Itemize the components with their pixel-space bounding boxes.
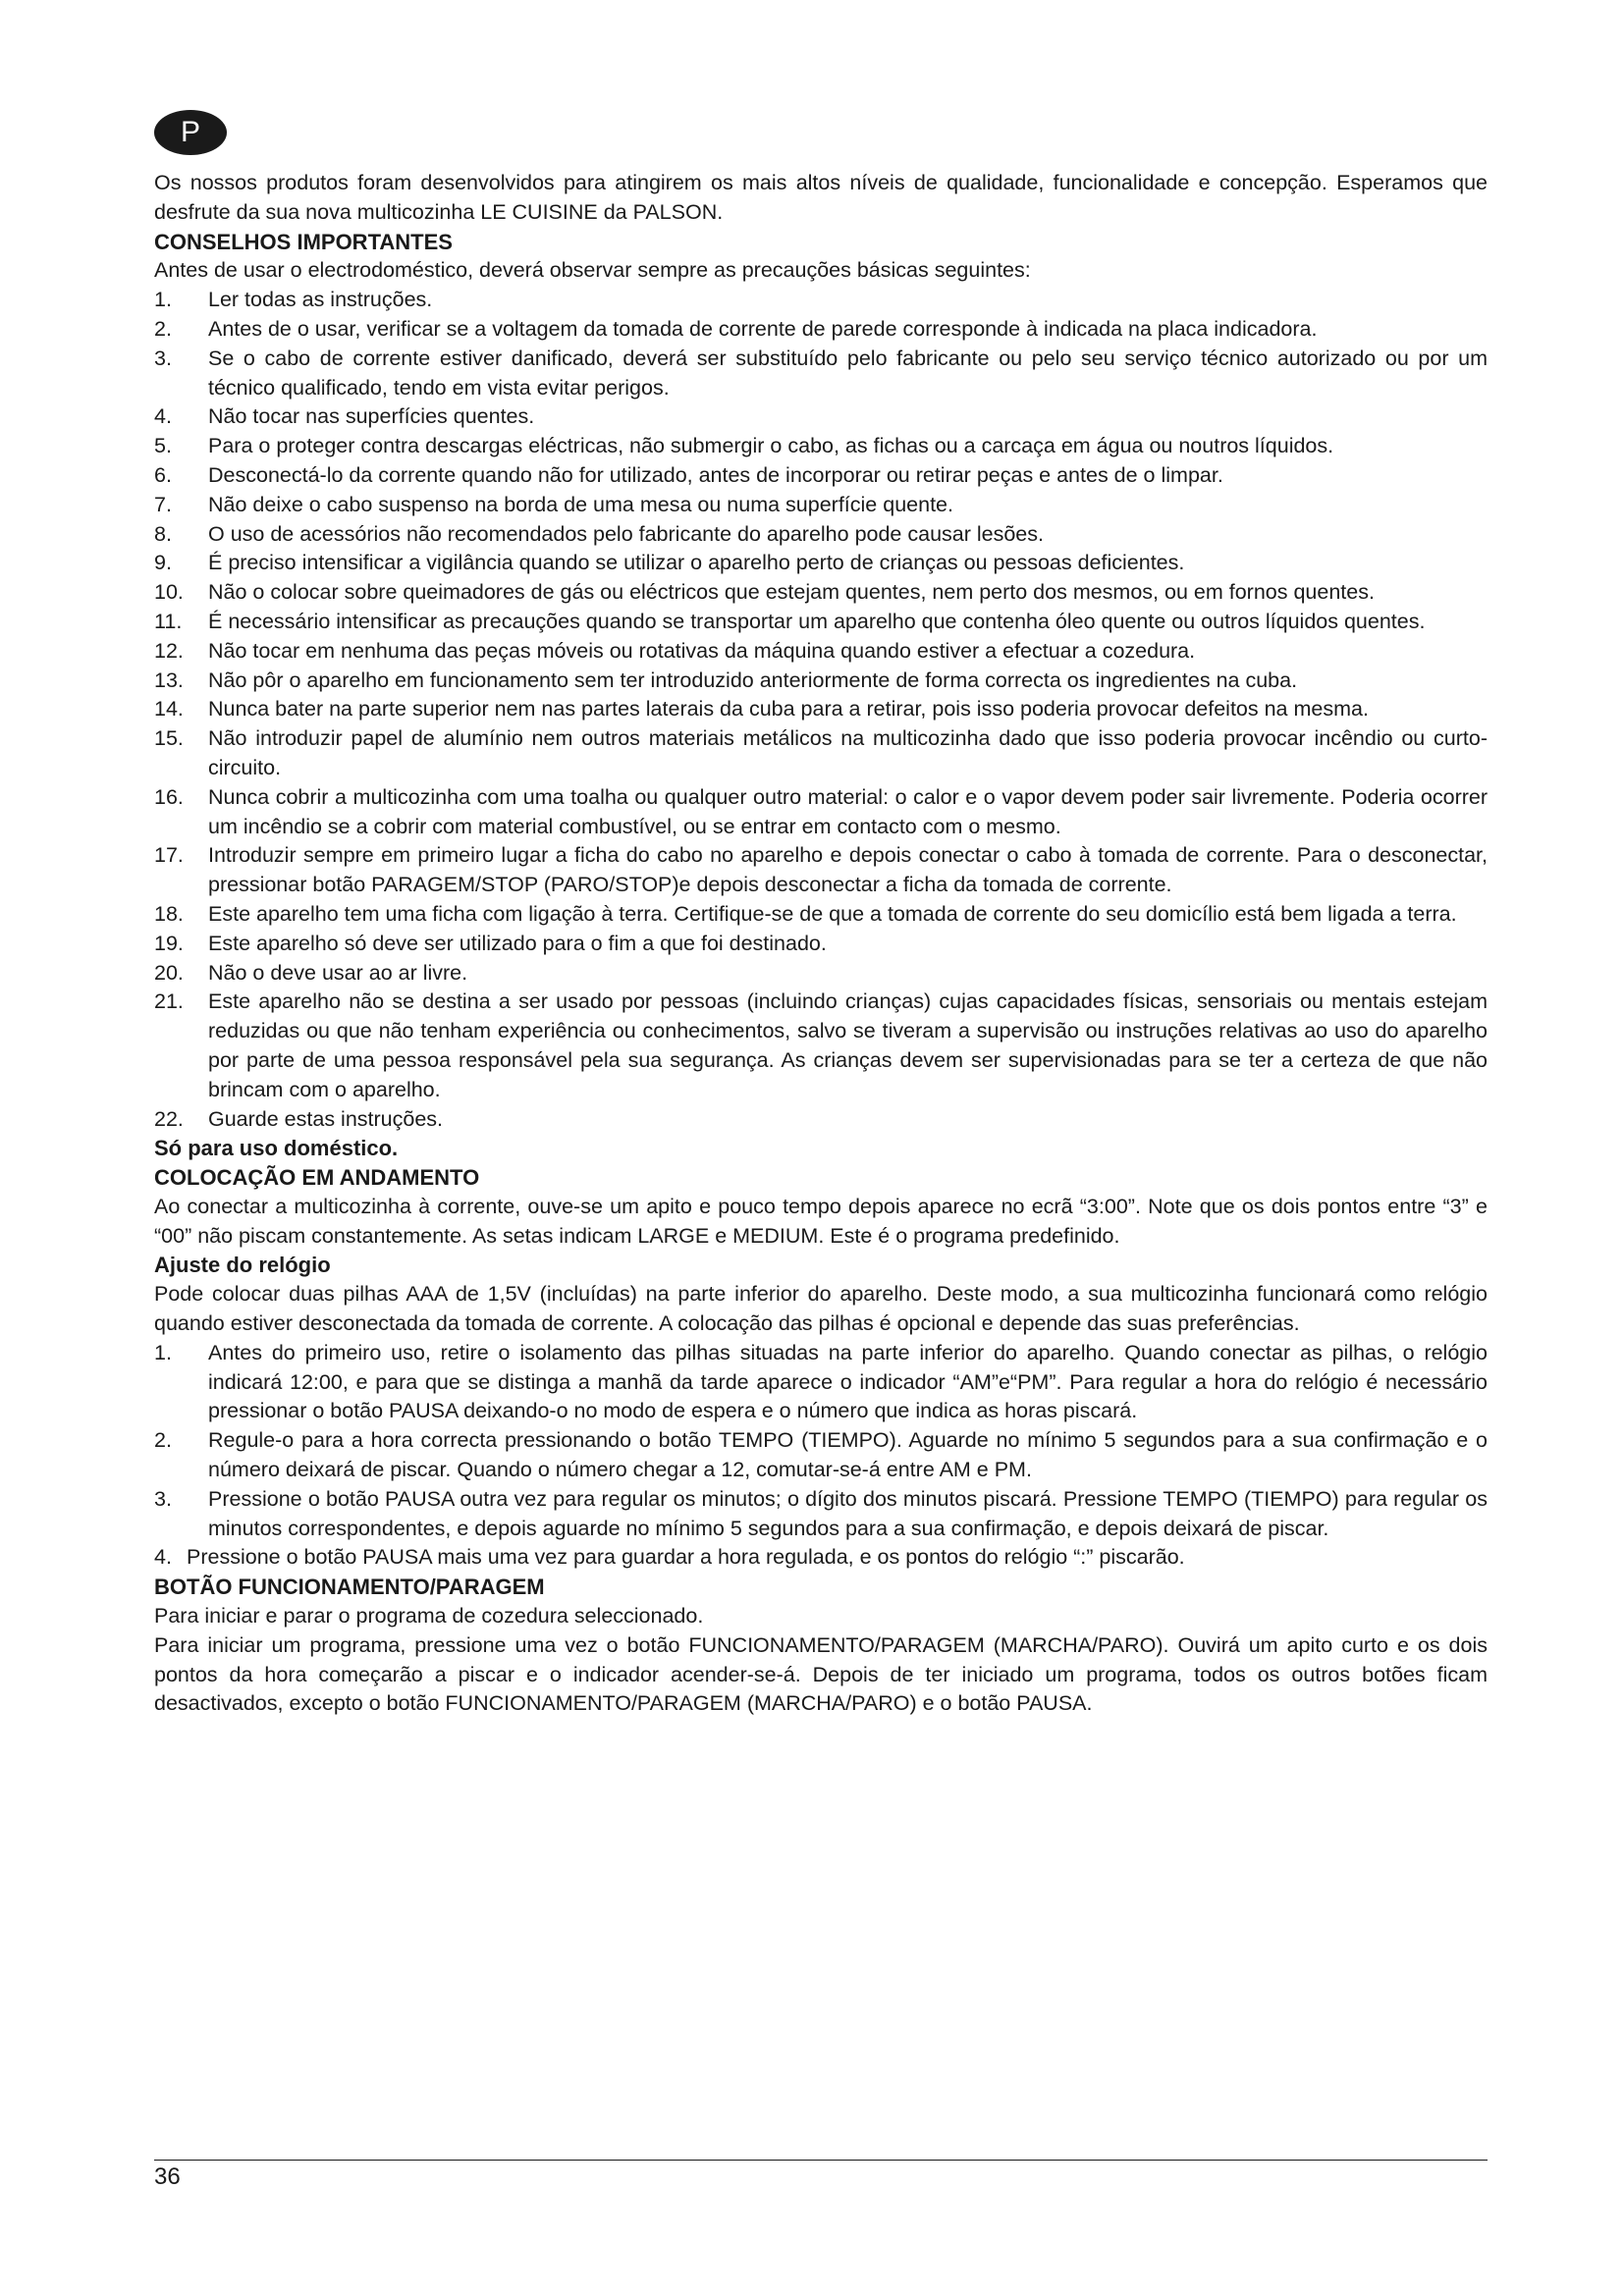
item-number: 18. bbox=[154, 901, 184, 926]
item-text: É preciso intensificar a vigilância quando se utilizar o aparelho perto de crianças ou pessoas deficientes. bbox=[208, 551, 1185, 575]
list-item bbox=[154, 1485, 1488, 1544]
list-item bbox=[154, 345, 1488, 403]
list-item bbox=[154, 988, 1488, 1104]
list-item bbox=[154, 667, 1488, 696]
step-text: Pressione o botão PAUSA outra vez para regular os minutos; o dígito dos minutos piscará. Pressione TEMPO (TIEMPO) para regular os minutos correspondentes, e depois aguarde no mínimo 5 segundos para a sua confirmação, e depois deixará de piscar. bbox=[208, 1486, 1488, 1540]
safety-heading: CONSELHOS IMPORTANTES bbox=[154, 229, 453, 254]
item-number: 10. bbox=[154, 580, 184, 605]
item-text: Nunca bater na parte superior nem nas partes laterais da cuba para a retirar, pois isso poderia provocar defeitos na mesma. bbox=[208, 697, 1369, 721]
item-text: Não o colocar sobre queimadores de gás ou eléctricos que estejam quentes, nem perto dos mesmos, ou em fornos quentes. bbox=[208, 580, 1375, 605]
item-number: 3. bbox=[154, 346, 172, 370]
footer-rule bbox=[154, 2160, 1488, 2161]
clock-paragraph: Pode colocar duas pilhas AAA de 1,5V (incluídas) na parte inferior do aparelho. Deste modo, a sua multicozinha funcionará como relógio quando estiver desconectada da tomada de corrente. A colocação das pilhas é opcional e depende das suas preferências. bbox=[154, 1282, 1488, 1336]
item-number: 22. bbox=[154, 1106, 184, 1131]
item-number: 13. bbox=[154, 667, 184, 692]
item-text: Não deixe o cabo suspenso na borda de uma mesa ou numa superfície quente. bbox=[208, 492, 953, 516]
item-number: 4. bbox=[154, 404, 172, 429]
item-text: Não tocar em nenhuma das peças móveis ou rotativas da máquina quando estiver a efectuar a cozedura. bbox=[208, 638, 1196, 663]
list-item bbox=[154, 286, 1488, 315]
language-badge bbox=[154, 110, 227, 155]
startup-heading: COLOCAÇÃO EM ANDAMENTO bbox=[154, 1165, 480, 1191]
item-text: O uso de acessórios não recomendados pelo fabricante do aparelho pode causar lesões. bbox=[208, 521, 1044, 546]
item-number: 6. bbox=[154, 462, 172, 487]
step-text: Antes do primeiro uso, retire o isolamento das pilhas situadas na parte inferior do aparelho. Quando conectar as pilhas, o relógio indicará 12:00, e para que se distinga a manhã da tarde aparece o indicador “AM”e“PM”. Para regular a hora do relógio é necessário pressionar o botão PAUSA deixando-o no modo de espera e o número que indica as horas piscará. bbox=[208, 1340, 1488, 1423]
item-number: 21. bbox=[154, 989, 184, 1014]
step-text: Pressione o botão PAUSA mais uma vez para guardar a hora regulada, e os pontos do relógio “:” piscarão. bbox=[187, 1545, 1185, 1570]
item-text: Antes de o usar, verificar se a voltagem da tomada de corrente de parede corresponde à indicada na placa indicadora. bbox=[208, 316, 1318, 341]
item-text: Não o deve usar ao ar livre. bbox=[208, 960, 468, 985]
list-item bbox=[154, 930, 1488, 959]
step-number: 3. bbox=[154, 1486, 172, 1511]
list-item bbox=[154, 402, 1488, 432]
list-item bbox=[154, 608, 1488, 637]
language-badge-label: P bbox=[180, 116, 200, 148]
item-number: 16. bbox=[154, 784, 184, 809]
list-item bbox=[154, 432, 1488, 461]
list-item bbox=[154, 1105, 1488, 1135]
item-text: É necessário intensificar as precauções quando se transportar um aparelho que contenha óleo quente ou outros líquidos quentes. bbox=[208, 609, 1426, 633]
list-item bbox=[154, 900, 1488, 930]
onoff-heading: BOTÃO FUNCIONAMENTO/PARAGEM bbox=[154, 1575, 545, 1600]
item-text: Ler todas as instruções. bbox=[208, 288, 433, 312]
page-content bbox=[154, 169, 1488, 1719]
item-number: 5. bbox=[154, 434, 172, 458]
item-number: 9. bbox=[154, 551, 172, 575]
item-text: Guarde estas instruções. bbox=[208, 1106, 444, 1131]
list-item bbox=[154, 959, 1488, 988]
item-text: Introduzir sempre em primeiro lugar a ficha do cabo no aparelho e depois conectar o cabo à tomada de corrente. Para o desconectar, pressionar botão PARAGEM/STOP (PARO/STOP)e depois desconectar a ficha da tomada de corrente. bbox=[208, 843, 1488, 897]
item-number: 20. bbox=[154, 960, 184, 985]
safety-list bbox=[154, 286, 1488, 1134]
item-text: Para o proteger contra descargas eléctricas, não submergir o cabo, as fichas ou a carcaça em água ou noutros líquidos. bbox=[208, 434, 1334, 458]
list-item bbox=[154, 637, 1488, 667]
intro-paragraph: Os nossos produtos foram desenvolvidos para atingirem os mais altos níveis de qualidade, funcionalidade e concepção. Esperamos que desfrute da sua nova multicozinha LE CUISINE da PALSON. bbox=[154, 171, 1488, 224]
item-text: Este aparelho tem uma ficha com ligação à terra. Certifique-se de que a tomada de corrente do seu domicílio está bem ligada a terra. bbox=[208, 901, 1457, 926]
clock-steps-list bbox=[154, 1339, 1488, 1544]
item-text: Nunca cobrir a multicozinha com uma toalha ou qualquer outro material: o calor e o vapor devem poder sair livremente. Poderia ocorrer um incêndio se a cobrir com material combustível, ou se entrar em contacto com o mesmo. bbox=[208, 784, 1488, 838]
onoff-line-1: Para iniciar e parar o programa de cozedura seleccionado. bbox=[154, 1604, 704, 1629]
step-number: 1. bbox=[154, 1340, 172, 1364]
clock-heading: Ajuste do relógio bbox=[154, 1253, 331, 1278]
item-number: 11. bbox=[154, 609, 183, 633]
list-item bbox=[154, 520, 1488, 550]
domestic-use-note: Só para uso doméstico. bbox=[154, 1136, 399, 1161]
list-item bbox=[154, 783, 1488, 842]
item-number: 12. bbox=[154, 638, 184, 663]
item-number: 14. bbox=[154, 697, 184, 721]
item-number: 7. bbox=[154, 492, 172, 516]
item-number: 17. bbox=[154, 843, 184, 868]
step-number: 4. bbox=[154, 1545, 172, 1570]
clock-steps-list-end bbox=[154, 1543, 1488, 1573]
list-item bbox=[154, 1543, 1488, 1573]
item-number: 8. bbox=[154, 521, 172, 546]
list-item bbox=[154, 315, 1488, 345]
list-item bbox=[154, 724, 1488, 783]
item-text: Não tocar nas superfícies quentes. bbox=[208, 404, 535, 429]
onoff-line-2: Para iniciar um programa, pressione uma vez o botão FUNCIONAMENTO/PARAGEM (MARCHA/PARO). Ouvirá um apito curto e os dois pontos da hora começarão a piscar e o indicador acender-se-á. Depois de ter iniciado um programa, todos os outros botões ficam desactivados, excepto o botão FUNCIONAMENTO/PARAGEM (MARCHA/PARO) e o botão PAUSA. bbox=[154, 1632, 1488, 1716]
item-number: 15. bbox=[154, 726, 184, 751]
startup-paragraph: Ao conectar a multicozinha à corrente, ouve-se um apito e pouco tempo depois aparece no ecrã “3:00”. Note que os dois pontos entre “3” e “00” não piscam constantemente. As setas indicam LARGE e MEDIUM. Este é o programa predefinido. bbox=[154, 1194, 1488, 1248]
list-item bbox=[154, 841, 1488, 900]
step-text: Regule-o para a hora correcta pressionando o botão TEMPO (TIEMPO). Aguarde no mínimo 5 segundos para a sua confirmação e o número deixará de piscar. Quando o número chegar a 12, comutar-se-á entre AM e PM. bbox=[208, 1428, 1488, 1482]
list-item bbox=[154, 695, 1488, 724]
item-text: Se o cabo de corrente estiver danificado, deverá ser substituído pelo fabricante ou pelo seu serviço técnico autorizado ou por um técnico qualificado, tendo em vista evitar perigos. bbox=[208, 346, 1488, 400]
item-text: Desconectá-lo da corrente quando não for utilizado, antes de incorporar ou retirar peças e antes de o limpar. bbox=[208, 462, 1223, 487]
item-text: Este aparelho só deve ser utilizado para o fim a que foi destinado. bbox=[208, 931, 827, 955]
page-number: 36 bbox=[154, 2163, 181, 2190]
safety-lead: Antes de usar o electrodoméstico, deverá observar sempre as precauções básicas seguintes: bbox=[154, 258, 1031, 283]
list-item bbox=[154, 1339, 1488, 1426]
item-number: 1. bbox=[154, 288, 172, 312]
list-item bbox=[154, 549, 1488, 578]
item-number: 2. bbox=[154, 316, 172, 341]
list-item bbox=[154, 461, 1488, 491]
item-text: Não pôr o aparelho em funcionamento sem ter introduzido anteriormente de forma correcta os ingredientes na cuba. bbox=[208, 667, 1298, 692]
list-item bbox=[154, 491, 1488, 520]
item-number: 19. bbox=[154, 931, 184, 955]
list-item bbox=[154, 578, 1488, 608]
list-item bbox=[154, 1426, 1488, 1485]
item-text: Este aparelho não se destina a ser usado por pessoas (incluindo crianças) cujas capacidades físicas, sensoriais ou mentais estejam reduzidas ou que não tenham experiência ou conhecimentos, salvo se tiveram a supervisão ou instruções relativas ao uso do aparelho por parte de uma pessoa responsável pela sua segurança. As crianças devem ser supervisionadas para se ter a certeza de que não brincam com o aparelho. bbox=[208, 989, 1488, 1101]
step-number: 2. bbox=[154, 1428, 172, 1453]
item-text: Não introduzir papel de alumínio nem outros materiais metálicos na multicozinha dado que isso poderia provocar incêndio ou curto-circuito. bbox=[208, 726, 1488, 779]
